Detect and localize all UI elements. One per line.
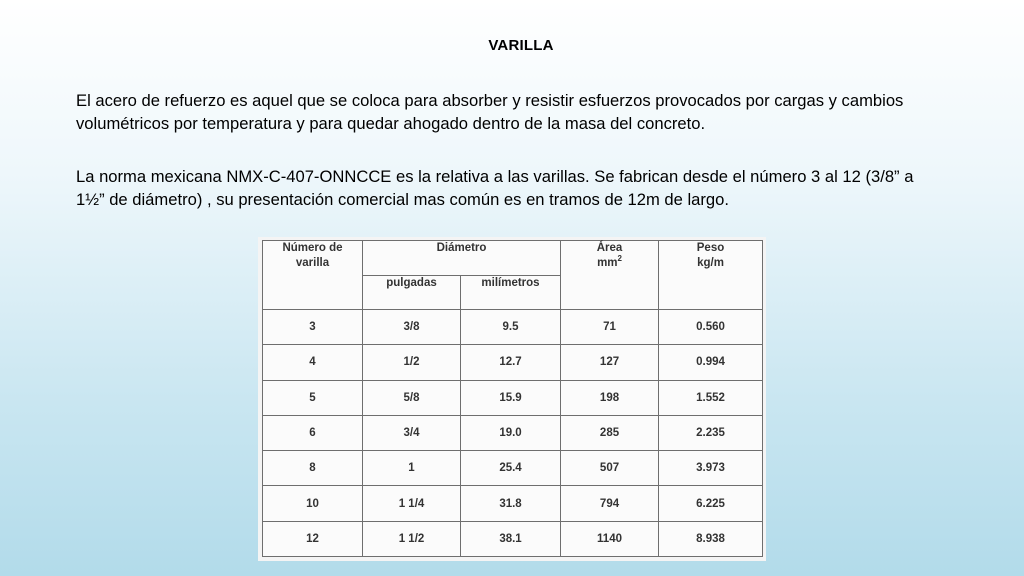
table-row	[263, 486, 763, 521]
cell-area: 285	[561, 415, 659, 450]
cell-milimetros: 25.4	[461, 451, 561, 486]
cell-pulgadas: 5/8	[363, 380, 461, 415]
header-numero-spacer	[263, 276, 363, 310]
cell-area: 507	[561, 451, 659, 486]
header-area-line1: Área	[596, 242, 623, 254]
slide-title: VARILLA	[488, 37, 554, 54]
header-area-exponent: 2	[617, 254, 622, 264]
cell-numero: 12	[263, 521, 363, 556]
cell-area: 198	[561, 380, 659, 415]
cell-pulgadas: 1 1/4	[363, 486, 461, 521]
cell-pulgadas: 3/4	[363, 415, 461, 450]
cell-milimetros: 12.7	[461, 345, 561, 380]
header-peso	[659, 241, 763, 276]
header-milimetros: milímetros	[461, 276, 561, 310]
table-row	[263, 451, 763, 486]
header-diametro: Diámetro	[363, 241, 561, 276]
header-pulgadas: pulgadas	[363, 276, 461, 310]
table-row	[263, 521, 763, 556]
cell-milimetros: 31.8	[461, 486, 561, 521]
cell-milimetros: 19.0	[461, 415, 561, 450]
cell-numero: 6	[263, 415, 363, 450]
cell-peso: 8.938	[659, 521, 763, 556]
paragraph-norma: La norma mexicana NMX-C-407-ONNCCE es la relativa a las varillas. Se fabrican desde el número 3 al 12 (3/8” a 1½” de diámetro) , su presentación comercial mas común es en tramos de 12m de largo.	[76, 167, 914, 209]
cell-milimetros: 15.9	[461, 380, 561, 415]
cell-milimetros: 9.5	[461, 310, 561, 345]
header-peso-line2: kg/m	[697, 257, 724, 269]
rebar-table	[262, 240, 763, 557]
cell-numero: 3	[263, 310, 363, 345]
cell-peso: 0.994	[659, 345, 763, 380]
cell-numero: 5	[263, 380, 363, 415]
cell-peso: 2.235	[659, 415, 763, 450]
cell-peso: 1.552	[659, 380, 763, 415]
cell-numero: 8	[263, 451, 363, 486]
cell-area: 794	[561, 486, 659, 521]
header-peso-spacer	[659, 276, 763, 310]
cell-area: 127	[561, 345, 659, 380]
header-area	[561, 241, 659, 276]
cell-peso: 3.973	[659, 451, 763, 486]
header-area-unit: mm	[597, 257, 618, 269]
cell-numero: 4	[263, 345, 363, 380]
paragraph-definition: El acero de refuerzo es aquel que se coloca para absorber y resistir esfuerzos provocados por cargas y cambios volumétricos por temperatura y para quedar ahogado dentro de la masa del concreto.	[76, 91, 904, 133]
cell-peso: 6.225	[659, 486, 763, 521]
cell-pulgadas: 1 1/2	[363, 521, 461, 556]
cell-milimetros: 38.1	[461, 521, 561, 556]
table-image-frame	[258, 237, 766, 561]
header-numero-line2: varilla	[295, 257, 330, 269]
header-numero-line1: Número de	[282, 242, 343, 254]
header-peso-line1: Peso	[696, 242, 725, 254]
header-area-spacer	[561, 276, 659, 310]
cell-pulgadas: 3/8	[363, 310, 461, 345]
header-numero	[263, 241, 363, 276]
table-row	[263, 345, 763, 380]
cell-area: 1140	[561, 521, 659, 556]
cell-pulgadas: 1/2	[363, 345, 461, 380]
table-row	[263, 310, 763, 345]
cell-peso: 0.560	[659, 310, 763, 345]
cell-area: 71	[561, 310, 659, 345]
table-row	[263, 415, 763, 450]
table-row	[263, 380, 763, 415]
cell-numero: 10	[263, 486, 363, 521]
cell-pulgadas: 1	[363, 451, 461, 486]
